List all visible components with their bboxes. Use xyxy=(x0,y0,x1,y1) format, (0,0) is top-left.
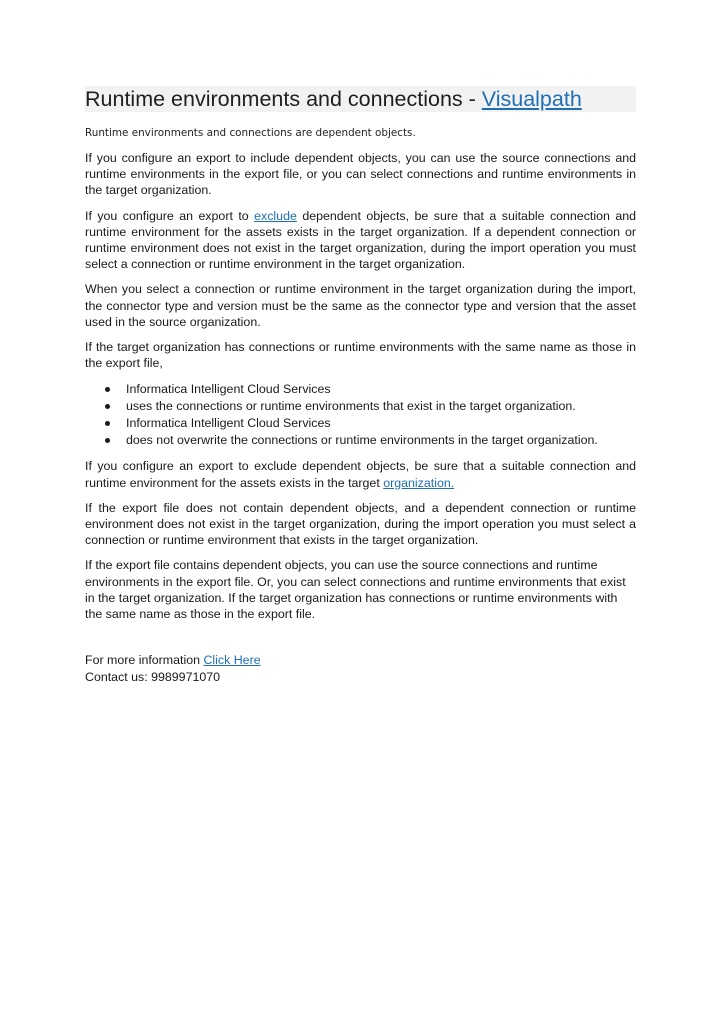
paragraph-connector-type: When you select a connection or runtime environment in the target organization during the import, the connector type and version must be the same as the connector type and version that the asset used in the source organization. xyxy=(85,282,636,329)
list-item: does not overwrite the connections or runtime environments in the target organization. xyxy=(85,432,636,449)
bullet-icon xyxy=(105,438,110,443)
click-here-link[interactable]: Click Here xyxy=(203,653,261,668)
paragraph-text: If you configure an export to xyxy=(85,208,255,223)
paragraph-no-dependent: If the export file does not contain dependent objects, and a dependent connection or runtime environment does not exist in the target organization, during the import operation you must select a connection or runtime environment that exists in the target organization. xyxy=(85,500,636,548)
paragraph-same-name: If the target organization has connections or runtime environments with the same name as those in the export file, xyxy=(85,340,636,371)
bullet-icon xyxy=(105,404,110,409)
footer xyxy=(85,652,636,685)
page-title xyxy=(85,86,636,112)
bullet-icon xyxy=(105,387,110,392)
bullet-list xyxy=(85,381,636,449)
paragraph-text: If you configure an export to exclude dependent objects, be sure that a suitable connection and runtime environment for the assets exists in the target xyxy=(85,459,636,490)
list-item: uses the connections or runtime environments that exist in the target organization. xyxy=(85,398,636,415)
exclude-link[interactable]: exclude xyxy=(254,208,297,223)
paragraph-include-dependent: If you configure an export to include dependent objects, you can use the source connections and runtime environments in the export file, or you can select connections and runtime environments in the target organization. xyxy=(85,151,636,198)
document-page xyxy=(0,86,720,1017)
organization-link[interactable]: organization. xyxy=(383,475,455,490)
paragraph-text: dependent objects, be sure that a suitable connection and runtime environment for the assets exists in the target organization. If a dependent connection or runtime environment does not exist in the target organization, during the import operation you must select a connection or runtime environment in the target organization. xyxy=(85,208,637,272)
visualpath-link[interactable]: Visualpath xyxy=(481,87,582,111)
subtitle: Runtime environments and connections are dependent objects. xyxy=(85,127,416,139)
paragraph-contains-dependent: If the export file contains dependent objects, you can use the source connections and runtime environments in the export file. Or, you can select connections and runtime environments that exist in the target organization. If the target organization has connections or runtime environments with the same name as those in the export file. xyxy=(85,558,626,622)
list-item: Informatica Intelligent Cloud Services xyxy=(85,415,636,432)
paragraph-exclude-dependent xyxy=(85,208,636,273)
title-text: Runtime environments and connections - xyxy=(85,87,482,111)
list-item: Informatica Intelligent Cloud Services xyxy=(85,381,636,398)
more-info-line: For more information Click Here xyxy=(85,653,261,668)
bullet-icon xyxy=(105,421,110,426)
contact-line: Contact us: 9989971070 xyxy=(85,669,221,684)
paragraph-exclude-again xyxy=(85,458,636,490)
